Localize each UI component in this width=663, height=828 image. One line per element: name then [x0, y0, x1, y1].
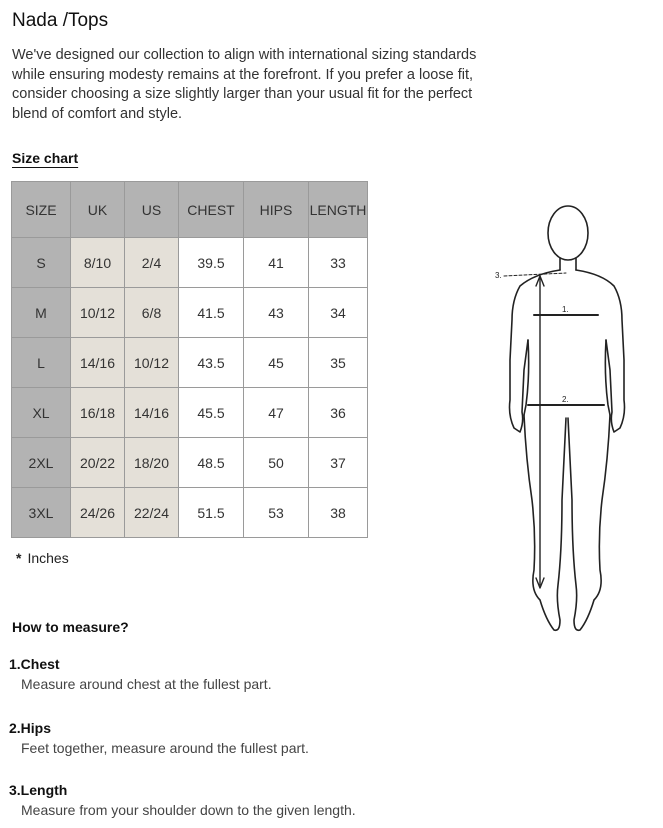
step-description: Measure from your shoulder down to the given length.: [21, 802, 356, 818]
cell-chest: 51.5: [179, 488, 244, 538]
cell-uk: 14/16: [71, 338, 125, 388]
step-title: 2.Hips: [9, 720, 52, 736]
table-row: [12, 338, 368, 388]
how-to-measure-heading: How to measure?: [12, 619, 129, 635]
torso-outline: [510, 270, 625, 432]
cell-length: 38: [309, 488, 368, 538]
cell-uk: 8/10: [71, 238, 125, 288]
cell-hips: 47: [244, 388, 309, 438]
step-description: Feet together, measure around the fullest part.: [21, 740, 309, 756]
cell-hips: 43: [244, 288, 309, 338]
units-label: Inches: [27, 550, 69, 566]
cell-hips: 50: [244, 438, 309, 488]
measure-step-length: [9, 782, 356, 818]
measure-step-chest: [9, 656, 272, 692]
cell-size: 2XL: [12, 438, 71, 488]
header-chest: CHEST: [179, 182, 244, 238]
cell-length: 37: [309, 438, 368, 488]
cell-size: L: [12, 338, 71, 388]
table-header-row: [12, 182, 368, 238]
table-row: [12, 488, 368, 538]
cell-uk: 10/12: [71, 288, 125, 338]
cell-chest: 45.5: [179, 388, 244, 438]
cell-size: 3XL: [12, 488, 71, 538]
cell-size: S: [12, 238, 71, 288]
cell-length: 34: [309, 288, 368, 338]
cell-us: 6/8: [125, 288, 179, 338]
cell-length: 35: [309, 338, 368, 388]
cell-us: 10/12: [125, 338, 179, 388]
cell-hips: 41: [244, 238, 309, 288]
cell-hips: 45: [244, 338, 309, 388]
size-chart-heading: Size chart: [12, 150, 79, 166]
step-title: 3.Length: [9, 782, 68, 798]
cell-size: XL: [12, 388, 71, 438]
size-chart-table: [11, 181, 368, 538]
cell-size: M: [12, 288, 71, 338]
table-row: [12, 388, 368, 438]
cell-uk: 16/18: [71, 388, 125, 438]
figure-label-1: 1.: [562, 305, 569, 314]
header-length: LENGTH: [309, 182, 368, 238]
cell-hips: 53: [244, 488, 309, 538]
table-row: [12, 288, 368, 338]
cell-us: 2/4: [125, 238, 179, 288]
shoulder-dashed-line: [504, 273, 566, 276]
cell-us: 22/24: [125, 488, 179, 538]
body-measurement-figure: [490, 200, 640, 640]
measure-step-hips: [9, 720, 309, 756]
step-title: 1.Chest: [9, 656, 60, 672]
cell-us: 14/16: [125, 388, 179, 438]
header-uk: UK: [71, 182, 125, 238]
intro-text: We've designed our collection to align with international sizing standards while ensuring modesty remains at the forefront. If you prefer a loose fit, consider choosing a size slightly larger than your usual fit for the perfect blend of comfort and style.: [12, 47, 477, 122]
table-row: [12, 238, 368, 288]
cell-length: 33: [309, 238, 368, 288]
cell-chest: 41.5: [179, 288, 244, 338]
table-row: [12, 438, 368, 488]
figure-label-3: 3.: [495, 271, 502, 280]
asterisk-icon: *: [16, 550, 22, 566]
cell-uk: 20/22: [71, 438, 125, 488]
header-size: SIZE: [12, 182, 71, 238]
cell-chest: 43.5: [179, 338, 244, 388]
cell-length: 36: [309, 388, 368, 438]
legs-outline: [524, 415, 610, 630]
cell-chest: 48.5: [179, 438, 244, 488]
step-description: Measure around chest at the fullest part.: [21, 676, 272, 692]
figure-label-2: 2.: [562, 395, 569, 404]
header-us: US: [125, 182, 179, 238]
cell-us: 18/20: [125, 438, 179, 488]
units-note: [16, 550, 69, 566]
page-title: Nada /Tops: [12, 10, 109, 31]
cell-uk: 24/26: [71, 488, 125, 538]
header-hips: HIPS: [244, 182, 309, 238]
head-outline: [548, 206, 588, 260]
cell-chest: 39.5: [179, 238, 244, 288]
